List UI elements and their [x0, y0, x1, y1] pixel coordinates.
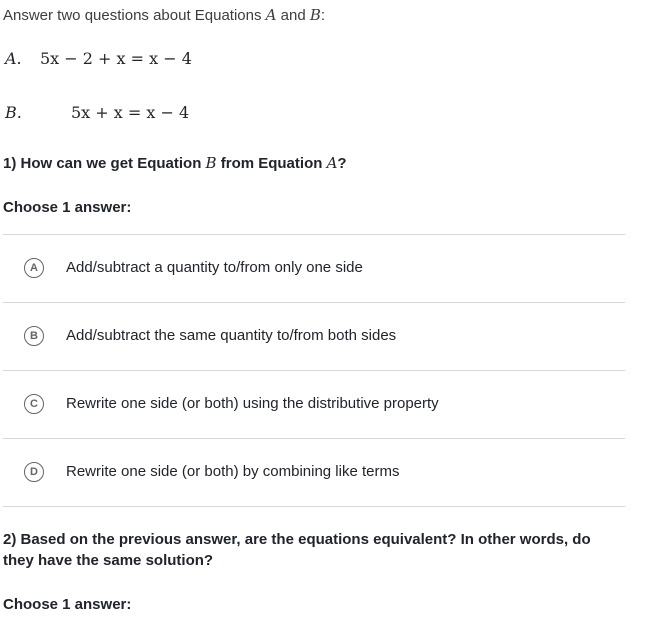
answer-choices [3, 234, 625, 507]
intro-var-a: A [265, 6, 277, 24]
question-1: 1) How can we get Equation B from Equation A? [3, 154, 347, 172]
equation-a-label: A. [5, 49, 22, 68]
choose-label-2: Choose 1 answer: [3, 596, 132, 613]
intro-text: Answer two questions about Equations A and B: [3, 6, 326, 24]
equation-a-expression: 5x − 2 + x = x − 4 [40, 49, 192, 68]
choice-a-text: Add/subtract a quantity to/from only one side [66, 259, 363, 276]
choice-d-letter-icon: D [24, 462, 44, 482]
question-2: 2) Based on the previous answer, are the equations equivalent? In other words, do they have the same solution? [3, 531, 591, 569]
choice-d-text: Rewrite one side (or both) by combining like terms [66, 463, 400, 480]
equation-b [5, 103, 190, 123]
choice-b-text: Add/subtract the same quantity to/from both sides [66, 327, 397, 344]
choice-d[interactable] [3, 438, 625, 507]
equation-b-label: B. [5, 103, 22, 122]
choice-c[interactable] [3, 370, 625, 438]
choice-b[interactable] [3, 302, 625, 370]
question-1-var-a: A [326, 154, 338, 172]
choice-a[interactable] [3, 234, 625, 302]
equation-b-expression: 5x + x = x − 4 [71, 103, 190, 122]
choice-a-letter-icon: A [24, 258, 44, 278]
choice-c-letter-icon: C [24, 394, 44, 414]
question-1-var-b: B [205, 154, 217, 172]
choice-c-text: Rewrite one side (or both) using the distributive property [66, 395, 439, 412]
intro-var-b: B [309, 6, 321, 24]
choice-b-letter-icon: B [24, 326, 44, 346]
equation-a [5, 49, 192, 69]
choose-label-1: Choose 1 answer: [3, 199, 132, 216]
